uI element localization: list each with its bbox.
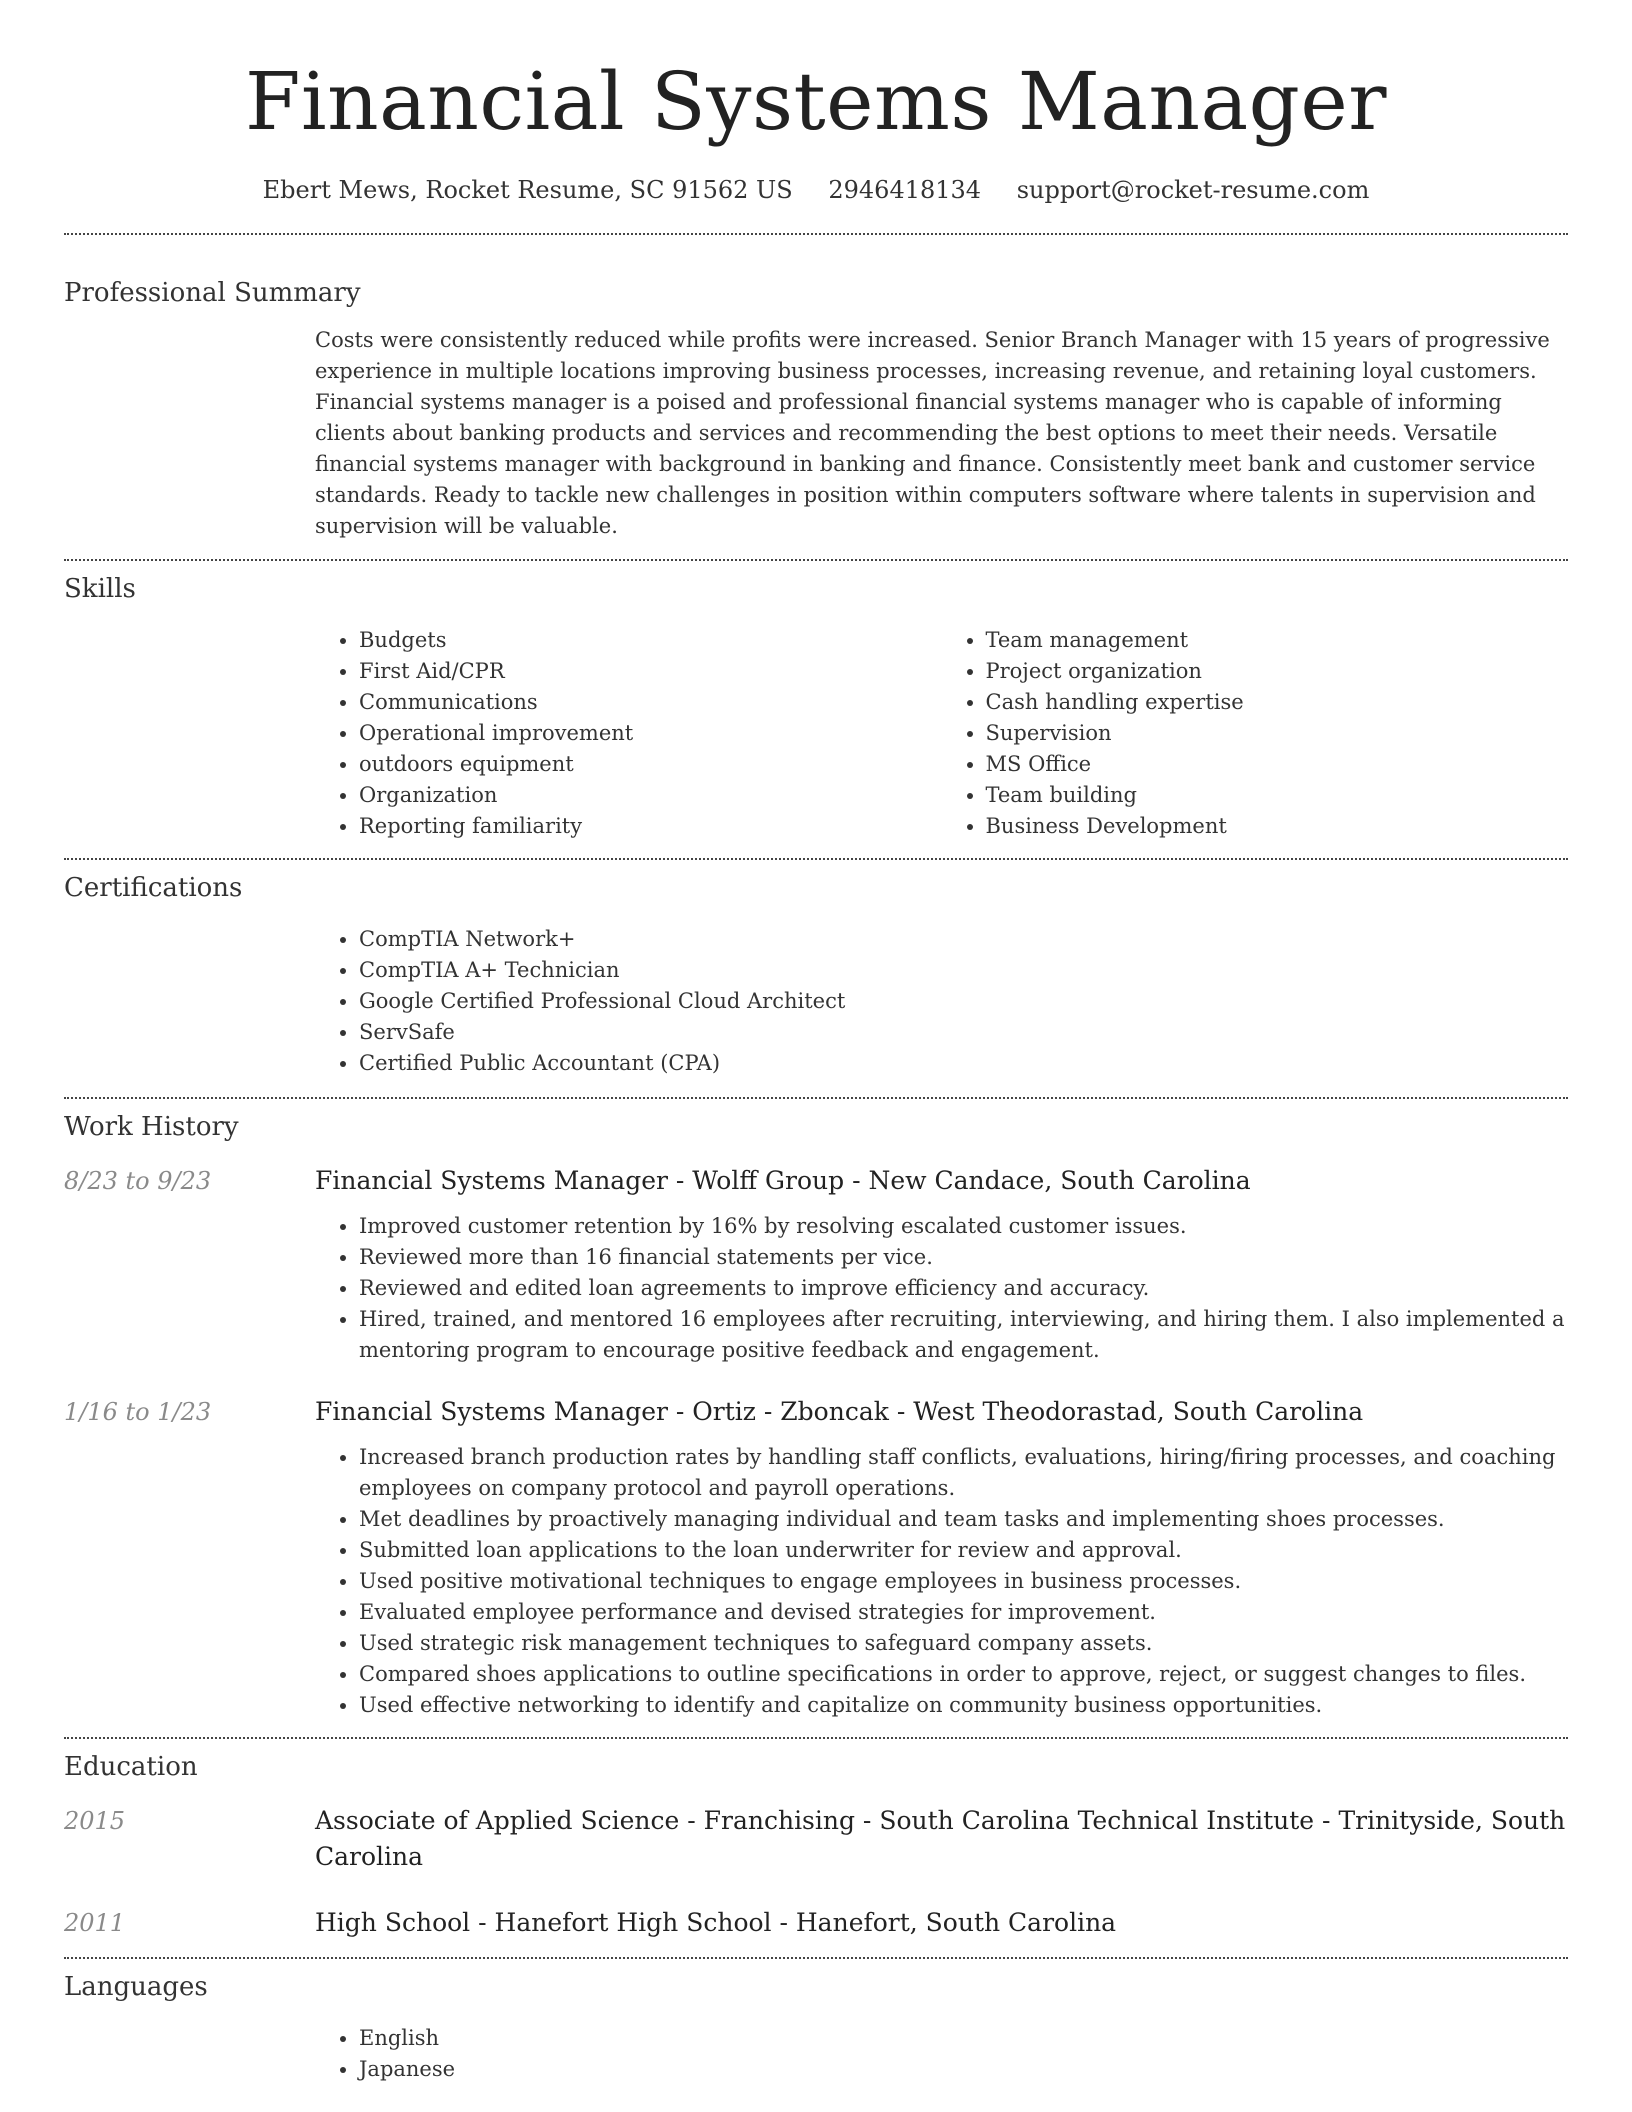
skill-item: • Cash handling expertise [986, 687, 1569, 718]
section-title-certifications: Certifications [64, 873, 243, 903]
skill-item: • Team management [986, 625, 1569, 656]
work-entry-date: 1/16 to 1/23 [64, 1398, 212, 1426]
certifications-list [315, 924, 1568, 1079]
skills-list-left [315, 625, 942, 842]
skill-item: • Business Development [986, 811, 1569, 842]
contact-address: Ebert Mews, Rocket Resume, SC 91562 US [262, 176, 793, 204]
section-divider [64, 559, 1568, 561]
education-entry-title: High School - Hanefort High School - Hanefort, South Carolina [315, 1908, 1117, 1937]
contact-line [64, 174, 1568, 206]
section-education [64, 1749, 1568, 1941]
skills-list-right [942, 625, 1569, 842]
candidate-name: Financial Systems Manager [245, 55, 1387, 148]
work-bullet: • Hired, trained, and mentored 16 employees after recruiting, interviewing, and hiring them. I also implemented a mentoring program to encourage positive feedback and engagement. [359, 1304, 1568, 1366]
work-bullet: • Increased branch production rates by handling staff conflicts, evaluations, hiring/firing processes, and coaching employees on company protocol and payroll operations. [359, 1442, 1568, 1504]
education-entry [64, 1905, 1568, 1941]
language-item: • English [359, 2023, 1568, 2054]
work-bullet: • Used strategic risk management techniques to safeguard company assets. [359, 1628, 1568, 1659]
summary-text: Costs were consistently reduced while profits were increased. Senior Branch Manager with 15 years of progressive experience in multiple locations improving business processes, increasing revenue, and retaining loyal customers. Financial systems manager is a poised and professional financial systems manager who is capable of informing clients about banking products and services and recommending the best options to meet their needs. Versatile financial systems manager with background in banking and finance. Consistently meet bank and customer service standards. Ready to tackle new challenges in position within computers software where talents in supervision and supervision will be valuable. [315, 328, 1550, 538]
section-title-languages: Languages [64, 1972, 208, 2002]
language-item: • Japanese [359, 2054, 1568, 2085]
certification-item: • CompTIA Network+ [359, 924, 1568, 955]
resume-header [64, 0, 1568, 206]
work-bullet: • Compared shoes applications to outline specifications in order to approve, reject, or suggest changes to files. [359, 1659, 1568, 1690]
skill-item: • Budgets [359, 625, 942, 656]
skill-item: • Reporting familiarity [359, 811, 942, 842]
skill-item: • First Aid/CPR [359, 656, 942, 687]
work-entry-bullets [315, 1442, 1568, 1721]
certification-item: • CompTIA A+ Technician [359, 955, 1568, 986]
education-entry [64, 1803, 1568, 1875]
skill-item: • outdoors equipment [359, 749, 942, 780]
work-entry-bullets [315, 1211, 1568, 1366]
work-bullet: • Reviewed more than 16 financial statements per vice. [359, 1242, 1568, 1273]
certification-item: • ServSafe [359, 1017, 1568, 1048]
section-title-skills: Skills [64, 574, 136, 604]
section-languages [64, 1969, 1568, 2085]
section-divider [64, 1097, 1568, 1099]
section-certifications [64, 870, 1568, 1079]
languages-list [315, 2023, 1568, 2085]
work-entry-title: Financial Systems Manager - Ortiz - Zboncak - West Theodorastad, South Carolina [315, 1397, 1364, 1426]
work-entry-title: Financial Systems Manager - Wolff Group - New Candace, South Carolina [315, 1166, 1251, 1195]
skill-item: • Organization [359, 780, 942, 811]
work-bullet: • Used positive motivational techniques to engage employees in business processes. [359, 1566, 1568, 1597]
section-divider [64, 1737, 1568, 1739]
section-divider [64, 858, 1568, 860]
section-divider [64, 233, 1568, 235]
work-bullet: • Reviewed and edited loan agreements to improve efficiency and accuracy. [359, 1273, 1568, 1304]
skill-item: • MS Office [986, 749, 1569, 780]
work-bullet: • Submitted loan applications to the loan underwriter for review and approval. [359, 1535, 1568, 1566]
contact-phone: 2946418134 [828, 176, 982, 204]
work-entry-date: 8/23 to 9/23 [64, 1167, 212, 1195]
work-bullet: • Met deadlines by proactively managing individual and team tasks and implementing shoes processes. [359, 1504, 1568, 1535]
skill-item: • Team building [986, 780, 1569, 811]
section-title-work-history: Work History [64, 1112, 239, 1142]
contact-email: support@rocket-resume.com [1016, 176, 1370, 204]
section-work-history [64, 1109, 1568, 1721]
section-divider [64, 1957, 1568, 1959]
certification-item: • Google Certified Professional Cloud Architect [359, 986, 1568, 1017]
section-title-education: Education [64, 1752, 198, 1782]
skill-item: • Supervision [986, 718, 1569, 749]
certification-item: • Certified Public Accountant (CPA) [359, 1048, 1568, 1079]
skill-item: • Communications [359, 687, 942, 718]
skill-item: • Project organization [986, 656, 1569, 687]
work-entry [64, 1394, 1568, 1430]
work-bullet: • Evaluated employee performance and devised strategies for improvement. [359, 1597, 1568, 1628]
section-title-summary: Professional Summary [64, 278, 361, 308]
work-bullet: • Used effective networking to identify and capitalize on community business opportunities. [359, 1690, 1568, 1721]
education-entry-date: 2011 [64, 1909, 126, 1937]
work-bullet: • Improved customer retention by 16% by resolving escalated customer issues. [359, 1211, 1568, 1242]
work-entry [64, 1163, 1568, 1199]
education-entry-title: Associate of Applied Science - Franchising - South Carolina Technical Institute - Trinityside, South Carolina [315, 1806, 1566, 1871]
education-entry-date: 2015 [64, 1807, 126, 1835]
skill-item: • Operational improvement [359, 718, 942, 749]
section-professional-summary [64, 275, 1568, 542]
section-skills [64, 571, 1568, 842]
